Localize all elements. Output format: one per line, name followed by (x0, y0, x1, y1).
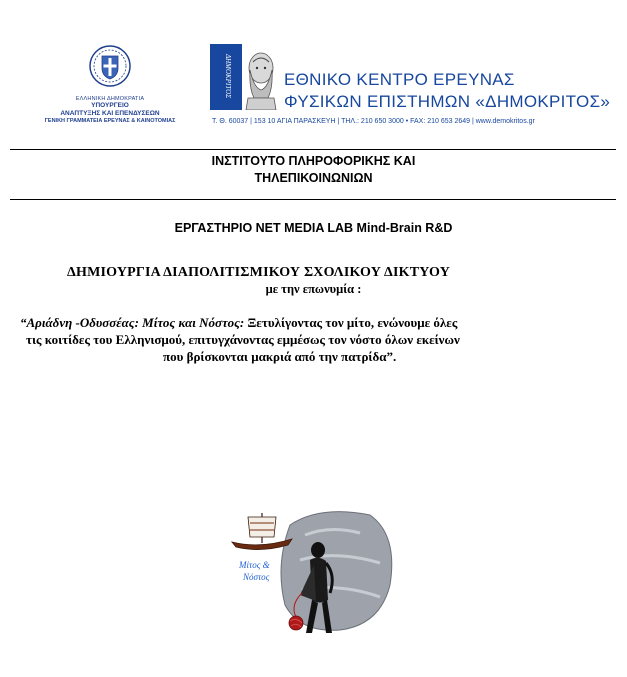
ministry-line2: ΥΠΟΥΡΓΕΙΟ (91, 102, 129, 109)
demokritos-logo-icon (210, 44, 242, 110)
ministry-line1: ΕΛΛΗΝΙΚΗ ΔΗΜΟΚΡΑΤΙΑ (75, 96, 145, 102)
demokritos-name-line2: ΦΥΣΙΚΩΝ ΕΠΙΣΤΗΜΩΝ «ΔΗΜΟΚΡΙΤΟΣ» (284, 92, 611, 111)
illustration-caption-line1: Μίτος & (239, 560, 270, 570)
quote-line3: που βρίσκονται μακριά από την πατρίδα”. (163, 349, 397, 364)
demokritos-bust-icon (244, 48, 278, 110)
ministry-line3: ΑΝΑΠΤΥΞΗΣ ΚΑΙ ΕΠΕΝΔΥΣΕΩΝ (60, 110, 160, 117)
quote-line2: τις κοιτίδες του Ελληνισμού, επιτυγχάνοντας εμμέσως τον νόστο όλων εκείνων (26, 332, 460, 347)
demokritos-logo-text: ΔΗΜΟΚΡΙΤΟΣ (224, 54, 232, 99)
network-title: ΔΗΜΙΟΥΡΓΙΑ ΔΙΑΠΟΛΙΤΙΣΜΙΚΟΥ ΣΧΟΛΙΚΟΥ ΔΙΚΤΥΟΥ (67, 265, 451, 280)
divider-top (10, 149, 616, 150)
institute-line2: ΤΗΛΕΠΙΚΟΙΝΩΝΙΩΝ (254, 171, 373, 185)
illustration-caption-line2: Νόστος (243, 572, 270, 582)
institute-line1: ΙΝΣΤΙΤΟΥΤΟ ΠΛΗΡΟΦΟΡΙΚΗΣ ΚΑΙ (211, 154, 416, 168)
divider-bottom (10, 199, 616, 200)
quote-italic-part: “Αριάδνη -Οδυσσέας: Μίτος και Νόστος: (20, 315, 245, 330)
quote-line1-rest: Ξετυλίγοντας τον μίτο, ενώνουμε όλες (244, 315, 458, 330)
ministry-logo (40, 44, 180, 125)
network-subtitle: με την επωνυμία : (265, 282, 362, 296)
quote-line1 (20, 315, 457, 331)
greek-emblem-icon (88, 44, 132, 88)
demokritos-name-line1: ΕΘΝΙΚΟ ΚΕΝΤΡΟ ΕΡΕΥΝΑΣ (284, 70, 515, 89)
ministry-line4: ΓΕΝΙΚΗ ΓΡΑΜΜΑΤΕΙΑ ΕΡΕΥΝΑΣ & ΚΑΙΝΟΤΟΜΙΑΣ (44, 118, 176, 124)
lab-name: ΕΡΓΑΣΤΗΡΙΟ NET MEDIA LAB Mind-Brain R&D (174, 221, 453, 235)
demokritos-address: Τ. Θ. 60037 | 153 10 ΑΓΙΑ ΠΑΡΑΣΚΕΥΗ | ΤΗΛ.: 210 650 3000 • FAX: 210 653 2649 | www.demokritos.gr (212, 118, 535, 125)
